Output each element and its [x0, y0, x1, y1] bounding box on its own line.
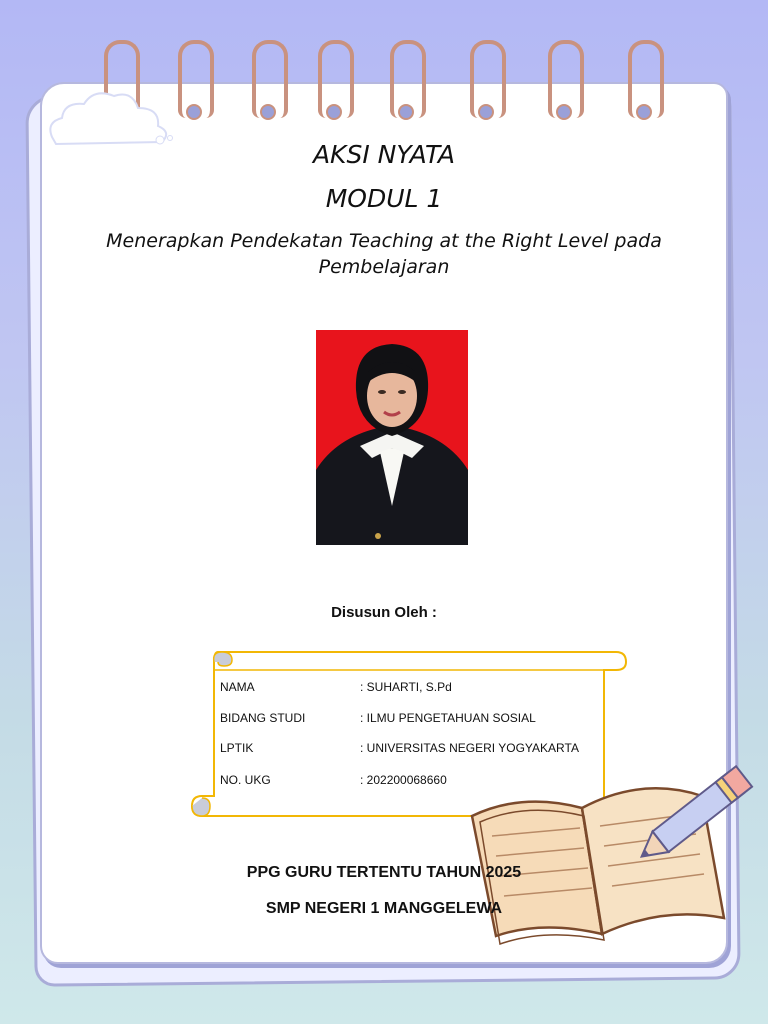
program-title: PPG GURU TERTENTU TAHUN 2025: [246, 864, 522, 881]
info-label: NAMA: [220, 680, 255, 694]
pencil-icon: [628, 760, 768, 870]
subtitle-line-1: Menerapkan Pendekatan Teaching at the Right Level pada: [106, 230, 662, 252]
info-label: NO. UKG: [220, 773, 271, 787]
module-number: MODUL 1: [325, 184, 443, 213]
ring-hole: [186, 104, 202, 120]
ring-hole: [556, 104, 572, 120]
info-value: : 202200068660: [360, 773, 447, 787]
ring-hole: [260, 104, 276, 120]
byline: Disusun Oleh :: [331, 604, 437, 621]
school-name: SMP NEGERI 1 MANGGELEWA: [265, 900, 503, 917]
document-title: AKSI NYATA: [312, 140, 456, 169]
info-label: LPTIK: [220, 741, 254, 755]
info-row-no-ukg: [220, 773, 447, 787]
info-row-nama: [220, 680, 452, 694]
info-value: : UNIVERSITAS NEGERI YOGYAKARTA: [360, 741, 579, 755]
subtitle-line-2: Pembelajaran: [318, 256, 450, 278]
ring-hole: [398, 104, 414, 120]
author-photo: [316, 330, 468, 545]
info-row-bidang-studi: [220, 711, 536, 725]
info-label: BIDANG STUDI: [220, 711, 306, 725]
info-value: : SUHARTI, S.Pd: [360, 680, 452, 694]
ring-hole: [478, 104, 494, 120]
info-value: : ILMU PENGETAHUAN SOSIAL: [360, 711, 536, 725]
ring-hole: [326, 104, 342, 120]
info-row-lptik: [220, 741, 579, 755]
ring-hole: [636, 104, 652, 120]
